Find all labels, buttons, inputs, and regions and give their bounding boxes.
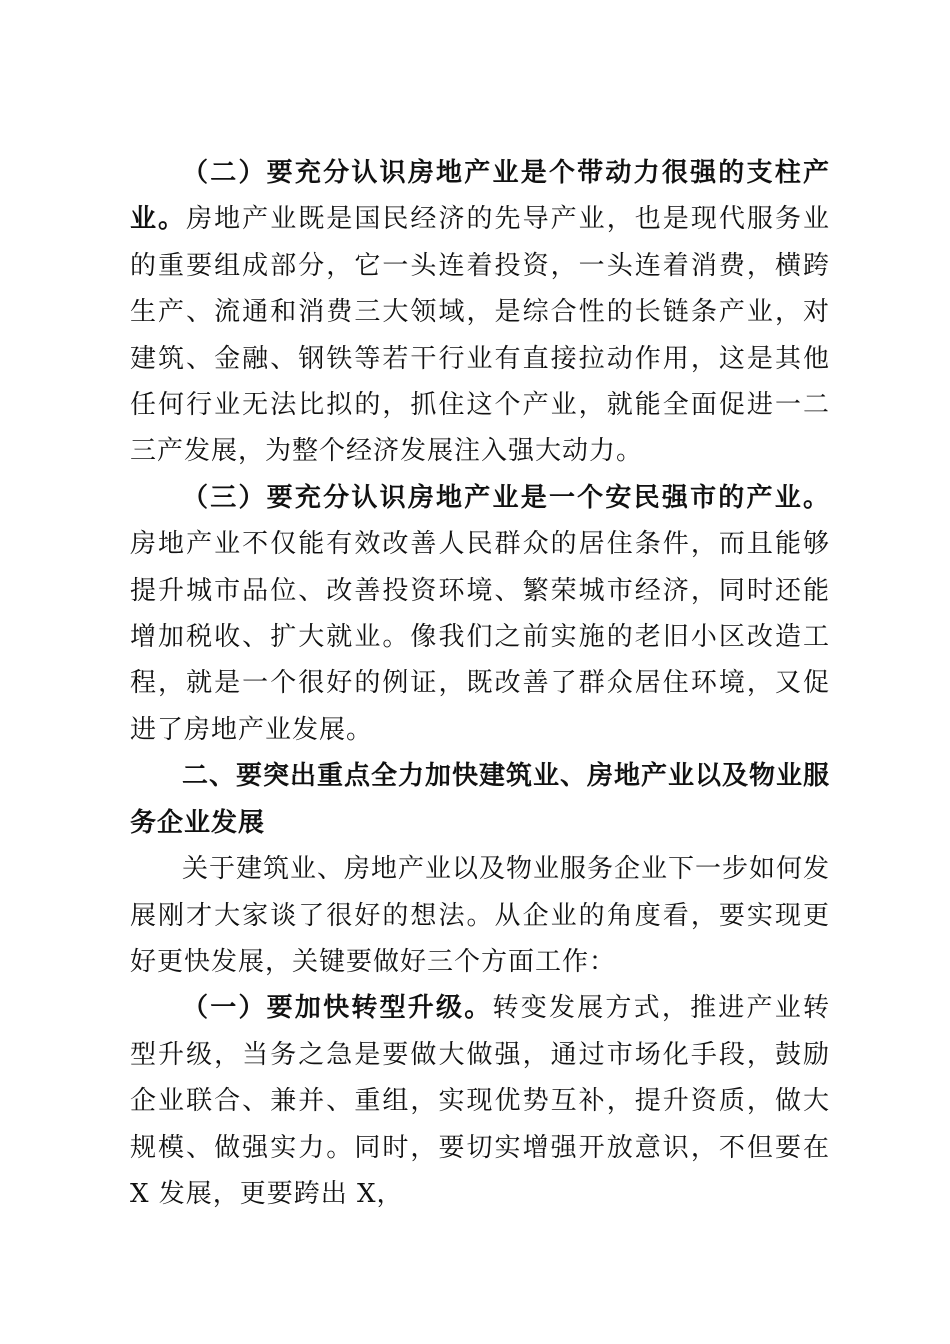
paragraph-section-3	[130, 475, 830, 753]
paragraph-text-section-3: 房地产业不仅能有效改善人民群众的居住条件，而且能够提升城市品位、改善投资环境、繁荣城市经济，同时还能增加税收、扩大就业。像我们之前实施的老旧小区改造工程，就是一个很好的例证，既改善了群众居住环境，又促进了房地产业发展。	[130, 529, 830, 745]
paragraph-lead-item-1: （一）要加快转型升级。	[182, 993, 493, 1024]
paragraph-part-2-intro: 关于建筑业、房地产业以及物业服务企业下一步如何发展刚才大家谈了很好的想法。从企业的角度看，要实现更好更快发展，关键要做好三个方面工作：	[130, 854, 831, 977]
paragraph-lead-section-3: （三）要充分认识房地产业是一个安民强市的产业。	[182, 482, 830, 513]
paragraph-lead-section-2: （二）要充分认识房地产业是个带动力很强的支柱产业。	[130, 158, 830, 235]
paragraph-text-item-1: 转变发展方式，推进产业转型升级，当务之急是要做大做强，通过市场化手段，鼓励企业联合、兼并、重组，实现优势互补，提升资质，做大规模、做强实力。同时，要切实增强开放意识，不但要在 X 发展，更要跨出 X，	[130, 993, 830, 1209]
paragraph-text-section-2: 房地产业既是国民经济的先导产业，也是现代服务业的重要组成部分，它一头连着投资，一头连着消费，横跨生产、流通和消费三大领域，是综合性的长链条产业，对建筑、金融、钢铁等若干行业有直接拉动作用，这是其他任何行业无法比拟的，抓住这个产业，就能全面促进一二三产发展，为整个经济发展注入强大动力。	[130, 204, 830, 467]
section-heading-part-2: 二、要突出重点全力加快建筑业、房地产业以及物业服务企业发展	[130, 761, 831, 838]
paragraph-item-1	[130, 985, 830, 1217]
paragraph-section-2	[130, 150, 830, 475]
document-body	[130, 150, 830, 1217]
